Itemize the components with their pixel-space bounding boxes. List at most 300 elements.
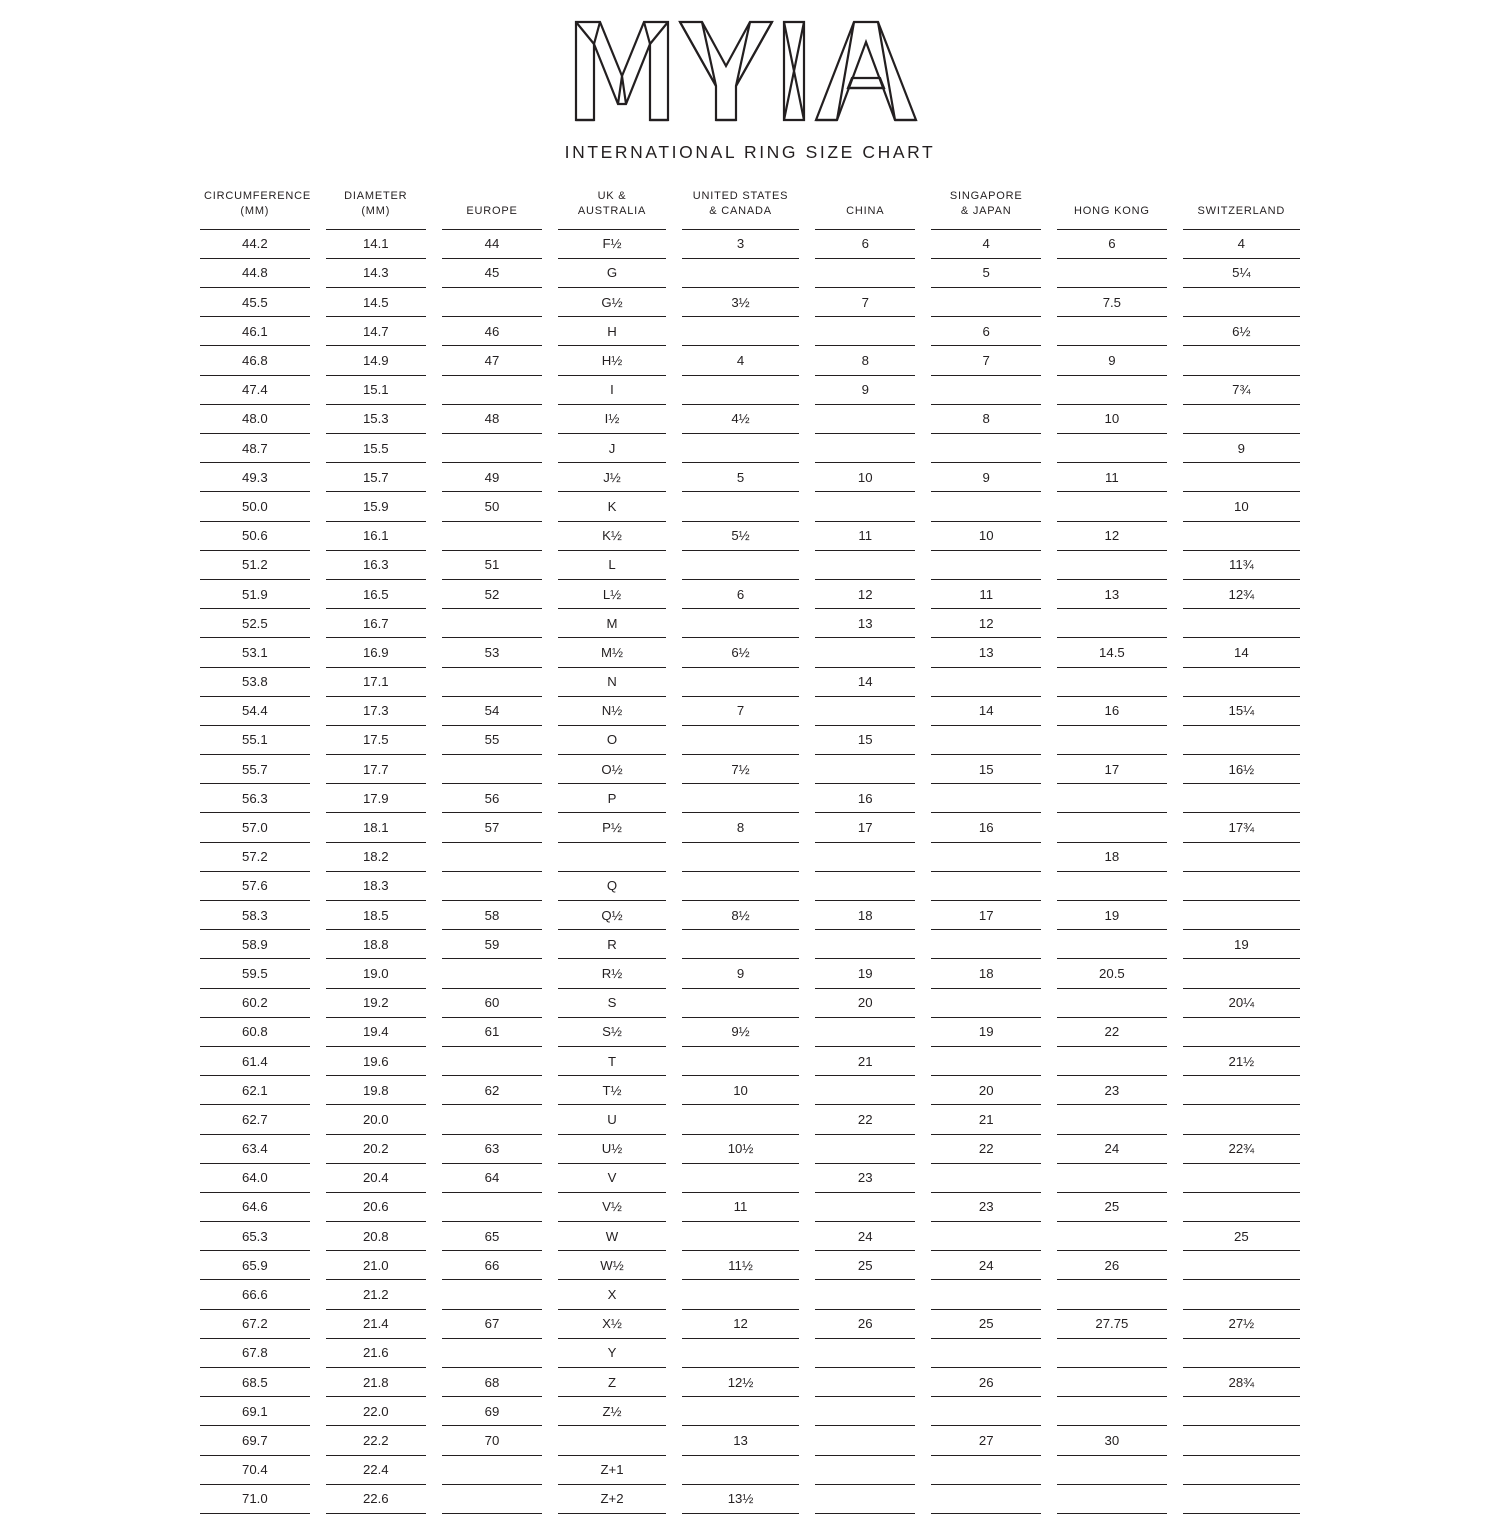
cell-united-states-canada (682, 1338, 799, 1367)
cell-switzerland (1183, 1280, 1300, 1309)
cell-spacer (426, 492, 442, 521)
cell-united-states-canada: 4½ (682, 404, 799, 433)
cell-spacer (542, 521, 558, 550)
cell-singapore-japan: 26 (931, 1368, 1041, 1397)
cell-spacer (542, 229, 558, 258)
cell-singapore-japan (931, 1397, 1041, 1426)
cell-spacer (1167, 755, 1183, 784)
cell-spacer (310, 229, 326, 258)
cell-spacer (1041, 930, 1057, 959)
cell-spacer (1167, 550, 1183, 579)
cell-uk-australia: T½ (558, 1076, 666, 1105)
cell-uk-australia: M½ (558, 638, 666, 667)
cell-china (815, 258, 915, 287)
cell-singapore-japan (931, 784, 1041, 813)
cell-circumference: 59.5 (200, 959, 310, 988)
cell-spacer (666, 550, 682, 579)
cell-spacer (666, 1163, 682, 1192)
table-row (200, 521, 1300, 550)
cell-spacer (426, 288, 442, 317)
cell-spacer (799, 842, 815, 871)
table-row (200, 492, 1300, 521)
cell-china: 21 (815, 1046, 915, 1075)
table-row (200, 404, 1300, 433)
header-line-2: AUSTRALIA (577, 204, 647, 217)
cell-spacer (799, 1017, 815, 1046)
cell-spacer (1167, 1192, 1183, 1221)
cell-spacer (542, 1105, 558, 1134)
cell-spacer (542, 1192, 558, 1221)
cell-china: 16 (815, 784, 915, 813)
cell-uk-australia: L (558, 550, 666, 579)
cell-diameter: 17.5 (326, 725, 426, 754)
cell-diameter: 15.1 (326, 375, 426, 404)
cell-switzerland (1183, 463, 1300, 492)
column-header-circumference (200, 189, 310, 229)
cell-circumference: 50.0 (200, 492, 310, 521)
cell-spacer (310, 1076, 326, 1105)
cell-singapore-japan (931, 667, 1041, 696)
cell-switzerland: 25 (1183, 1222, 1300, 1251)
cell-spacer (426, 1426, 442, 1455)
cell-spacer (915, 930, 931, 959)
cell-spacer (666, 930, 682, 959)
cell-united-states-canada: 3 (682, 229, 799, 258)
cell-spacer (666, 1455, 682, 1484)
cell-europe (442, 521, 542, 550)
cell-spacer (915, 1163, 931, 1192)
cell-spacer (426, 550, 442, 579)
cell-switzerland: 20¼ (1183, 988, 1300, 1017)
cell-singapore-japan (931, 842, 1041, 871)
cell-spacer (1041, 988, 1057, 1017)
cell-spacer (666, 521, 682, 550)
cell-spacer (542, 901, 558, 930)
cell-circumference: 53.1 (200, 638, 310, 667)
cell-spacer (666, 404, 682, 433)
cell-singapore-japan: 8 (931, 404, 1041, 433)
table-row (200, 579, 1300, 608)
cell-spacer (915, 288, 931, 317)
cell-united-states-canada (682, 550, 799, 579)
cell-spacer (1167, 930, 1183, 959)
cell-spacer (799, 959, 815, 988)
cell-hong-kong: 13 (1057, 579, 1167, 608)
header-row (200, 189, 1300, 229)
cell-switzerland (1183, 1076, 1300, 1105)
cell-spacer (666, 696, 682, 725)
cell-switzerland (1183, 1105, 1300, 1134)
cell-spacer (1167, 258, 1183, 287)
cell-switzerland (1183, 842, 1300, 871)
cell-switzerland (1183, 521, 1300, 550)
cell-hong-kong: 9 (1057, 346, 1167, 375)
cell-singapore-japan (931, 1222, 1041, 1251)
cell-spacer (666, 1134, 682, 1163)
table-row (200, 1134, 1300, 1163)
cell-uk-australia: Q½ (558, 901, 666, 930)
cell-spacer (426, 1134, 442, 1163)
cell-singapore-japan (931, 930, 1041, 959)
cell-spacer (915, 1484, 931, 1513)
cell-hong-kong: 26 (1057, 1251, 1167, 1280)
cell-europe: 65 (442, 1222, 542, 1251)
cell-spacer (1041, 550, 1057, 579)
table-row (200, 1105, 1300, 1134)
cell-diameter: 20.6 (326, 1192, 426, 1221)
cell-spacer (666, 1280, 682, 1309)
cell-spacer (1167, 375, 1183, 404)
cell-spacer (310, 755, 326, 784)
cell-spacer (542, 258, 558, 287)
cell-spacer (542, 959, 558, 988)
cell-diameter: 15.9 (326, 492, 426, 521)
cell-spacer (310, 638, 326, 667)
cell-switzerland: 10 (1183, 492, 1300, 521)
cell-spacer (799, 813, 815, 842)
cell-spacer (1167, 463, 1183, 492)
cell-circumference: 55.1 (200, 725, 310, 754)
cell-europe: 70 (442, 1426, 542, 1455)
cell-china: 15 (815, 725, 915, 754)
cell-diameter: 21.6 (326, 1338, 426, 1367)
cell-diameter: 16.1 (326, 521, 426, 550)
cell-uk-australia: Q (558, 871, 666, 900)
cell-spacer (666, 609, 682, 638)
cell-spacer (666, 288, 682, 317)
cell-spacer (666, 959, 682, 988)
cell-china: 25 (815, 1251, 915, 1280)
table-row (200, 229, 1300, 258)
cell-spacer (666, 1076, 682, 1105)
table-row (200, 667, 1300, 696)
cell-china: 18 (815, 901, 915, 930)
table-row (200, 1368, 1300, 1397)
cell-europe (442, 1192, 542, 1221)
cell-spacer (666, 1484, 682, 1513)
cell-uk-australia: Z (558, 1368, 666, 1397)
cell-spacer (1167, 1280, 1183, 1309)
cell-hong-kong (1057, 988, 1167, 1017)
cell-spacer (426, 1455, 442, 1484)
cell-china: 8 (815, 346, 915, 375)
cell-spacer (915, 1251, 931, 1280)
cell-diameter: 22.6 (326, 1484, 426, 1513)
cell-circumference: 62.1 (200, 1076, 310, 1105)
cell-spacer (426, 404, 442, 433)
cell-spacer (310, 288, 326, 317)
cell-china: 17 (815, 813, 915, 842)
cell-switzerland: 21½ (1183, 1046, 1300, 1075)
column-header-diameter (326, 189, 426, 229)
cell-spacer (799, 1163, 815, 1192)
cell-singapore-japan: 10 (931, 521, 1041, 550)
cell-spacer (310, 959, 326, 988)
table-row (200, 375, 1300, 404)
cell-spacer (1167, 1251, 1183, 1280)
cell-hong-kong (1057, 1397, 1167, 1426)
cell-spacer (1167, 667, 1183, 696)
column-header-hong-kong (1057, 189, 1167, 229)
cell-spacer (1167, 492, 1183, 521)
cell-spacer (310, 871, 326, 900)
cell-spacer (666, 1046, 682, 1075)
cell-uk-australia: X (558, 1280, 666, 1309)
cell-spacer (666, 1309, 682, 1338)
cell-diameter: 17.7 (326, 755, 426, 784)
cell-switzerland: 5¼ (1183, 258, 1300, 287)
header-spacer (310, 189, 326, 229)
cell-spacer (1041, 229, 1057, 258)
cell-europe (442, 1338, 542, 1367)
table-row (200, 1017, 1300, 1046)
cell-spacer (666, 1017, 682, 1046)
cell-spacer (426, 667, 442, 696)
cell-europe (442, 1455, 542, 1484)
cell-spacer (666, 375, 682, 404)
cell-china (815, 1017, 915, 1046)
cell-spacer (1167, 1105, 1183, 1134)
cell-spacer (915, 1076, 931, 1105)
cell-hong-kong (1057, 1484, 1167, 1513)
cell-spacer (915, 784, 931, 813)
cell-europe: 52 (442, 579, 542, 608)
cell-switzerland: 16½ (1183, 755, 1300, 784)
cell-spacer (426, 959, 442, 988)
cell-circumference: 61.4 (200, 1046, 310, 1075)
cell-spacer (310, 1426, 326, 1455)
cell-spacer (915, 638, 931, 667)
cell-hong-kong (1057, 258, 1167, 287)
cell-switzerland: 14 (1183, 638, 1300, 667)
cell-spacer (310, 463, 326, 492)
cell-singapore-japan: 17 (931, 901, 1041, 930)
cell-uk-australia: L½ (558, 579, 666, 608)
cell-spacer (426, 1222, 442, 1251)
cell-china (815, 1455, 915, 1484)
cell-spacer (426, 229, 442, 258)
cell-circumference: 58.3 (200, 901, 310, 930)
table-row (200, 901, 1300, 930)
cell-spacer (542, 784, 558, 813)
cell-singapore-japan (931, 988, 1041, 1017)
cell-circumference: 47.4 (200, 375, 310, 404)
cell-europe (442, 434, 542, 463)
table-row (200, 638, 1300, 667)
cell-united-states-canada: 5 (682, 463, 799, 492)
cell-china (815, 1134, 915, 1163)
cell-spacer (915, 959, 931, 988)
cell-spacer (542, 1076, 558, 1105)
cell-diameter: 22.4 (326, 1455, 426, 1484)
cell-spacer (666, 434, 682, 463)
cell-spacer (310, 1134, 326, 1163)
cell-hong-kong: 17 (1057, 755, 1167, 784)
table-row (200, 258, 1300, 287)
cell-spacer (799, 1222, 815, 1251)
cell-europe: 48 (442, 404, 542, 433)
cell-spacer (310, 404, 326, 433)
cell-spacer (542, 871, 558, 900)
cell-spacer (915, 1192, 931, 1221)
cell-spacer (542, 404, 558, 433)
cell-united-states-canada: 11½ (682, 1251, 799, 1280)
cell-spacer (542, 434, 558, 463)
cell-china (815, 1192, 915, 1221)
cell-china: 14 (815, 667, 915, 696)
cell-spacer (666, 725, 682, 754)
cell-spacer (542, 1222, 558, 1251)
cell-europe: 59 (442, 930, 542, 959)
cell-spacer (542, 550, 558, 579)
cell-spacer (799, 1046, 815, 1075)
cell-hong-kong (1057, 375, 1167, 404)
cell-spacer (915, 667, 931, 696)
cell-hong-kong: 19 (1057, 901, 1167, 930)
cell-spacer (542, 609, 558, 638)
cell-united-states-canada (682, 1280, 799, 1309)
table-row (200, 550, 1300, 579)
cell-singapore-japan: 15 (931, 755, 1041, 784)
cell-china (815, 1397, 915, 1426)
cell-diameter: 21.2 (326, 1280, 426, 1309)
cell-spacer (799, 317, 815, 346)
cell-uk-australia: H (558, 317, 666, 346)
cell-spacer (799, 463, 815, 492)
cell-united-states-canada: 4 (682, 346, 799, 375)
cell-uk-australia: O½ (558, 755, 666, 784)
cell-circumference: 52.5 (200, 609, 310, 638)
cell-china: 6 (815, 229, 915, 258)
cell-spacer (542, 667, 558, 696)
cell-spacer (1041, 1455, 1057, 1484)
cell-spacer (1167, 609, 1183, 638)
cell-spacer (1167, 579, 1183, 608)
cell-united-states-canada (682, 492, 799, 521)
cell-europe: 68 (442, 1368, 542, 1397)
cell-switzerland (1183, 1426, 1300, 1455)
cell-switzerland (1183, 609, 1300, 638)
cell-diameter: 17.1 (326, 667, 426, 696)
cell-spacer (666, 784, 682, 813)
cell-diameter: 20.8 (326, 1222, 426, 1251)
cell-spacer (1041, 346, 1057, 375)
cell-switzerland (1183, 1397, 1300, 1426)
cell-spacer (666, 1397, 682, 1426)
cell-europe (442, 1046, 542, 1075)
cell-singapore-japan (931, 1484, 1041, 1513)
cell-europe: 61 (442, 1017, 542, 1046)
cell-spacer (666, 346, 682, 375)
cell-spacer (426, 1046, 442, 1075)
cell-spacer (1041, 842, 1057, 871)
cell-hong-kong (1057, 1222, 1167, 1251)
cell-spacer (799, 1426, 815, 1455)
cell-spacer (915, 579, 931, 608)
cell-united-states-canada (682, 375, 799, 404)
cell-circumference: 57.6 (200, 871, 310, 900)
cell-uk-australia: Z+1 (558, 1455, 666, 1484)
cell-europe: 47 (442, 346, 542, 375)
cell-diameter: 14.7 (326, 317, 426, 346)
cell-europe: 56 (442, 784, 542, 813)
cell-spacer (915, 725, 931, 754)
cell-spacer (426, 1338, 442, 1367)
cell-hong-kong: 22 (1057, 1017, 1167, 1046)
cell-spacer (915, 609, 931, 638)
cell-uk-australia: S½ (558, 1017, 666, 1046)
cell-hong-kong (1057, 1105, 1167, 1134)
cell-spacer (310, 1368, 326, 1397)
table-row (200, 1426, 1300, 1455)
cell-spacer (1167, 317, 1183, 346)
cell-spacer (666, 1368, 682, 1397)
cell-spacer (799, 1338, 815, 1367)
cell-spacer (542, 317, 558, 346)
cell-spacer (1167, 1397, 1183, 1426)
cell-diameter: 15.5 (326, 434, 426, 463)
cell-spacer (310, 725, 326, 754)
cell-spacer (666, 492, 682, 521)
cell-hong-kong: 24 (1057, 1134, 1167, 1163)
header-line-1: SWITZERLAND (1197, 204, 1286, 217)
cell-singapore-japan (931, 434, 1041, 463)
cell-china (815, 638, 915, 667)
cell-spacer (310, 784, 326, 813)
cell-switzerland (1183, 1017, 1300, 1046)
cell-spacer (666, 842, 682, 871)
cell-spacer (310, 346, 326, 375)
cell-circumference: 69.7 (200, 1426, 310, 1455)
cell-switzerland (1183, 784, 1300, 813)
table-body (200, 229, 1300, 1513)
cell-china: 11 (815, 521, 915, 550)
cell-diameter: 14.3 (326, 258, 426, 287)
cell-spacer (426, 638, 442, 667)
cell-switzerland: 28¾ (1183, 1368, 1300, 1397)
cell-spacer (915, 258, 931, 287)
cell-singapore-japan (931, 1163, 1041, 1192)
cell-spacer (542, 1134, 558, 1163)
cell-spacer (1167, 288, 1183, 317)
cell-spacer (799, 1455, 815, 1484)
cell-spacer (1041, 492, 1057, 521)
header-line-1: HONG KONG (1074, 204, 1150, 217)
cell-circumference: 65.9 (200, 1251, 310, 1280)
myia-wordmark-icon (570, 16, 930, 126)
cell-hong-kong (1057, 725, 1167, 754)
cell-spacer (310, 258, 326, 287)
table-header (200, 189, 1300, 229)
cell-europe (442, 375, 542, 404)
cell-spacer (310, 813, 326, 842)
cell-spacer (1041, 1046, 1057, 1075)
cell-spacer (542, 346, 558, 375)
cell-singapore-japan: 5 (931, 258, 1041, 287)
cell-spacer (799, 1368, 815, 1397)
cell-spacer (426, 1309, 442, 1338)
cell-hong-kong (1057, 667, 1167, 696)
cell-spacer (1167, 1455, 1183, 1484)
cell-singapore-japan (931, 1338, 1041, 1367)
cell-spacer (915, 988, 931, 1017)
cell-spacer (426, 1280, 442, 1309)
cell-spacer (1167, 959, 1183, 988)
cell-spacer (915, 346, 931, 375)
cell-diameter: 21.0 (326, 1251, 426, 1280)
cell-spacer (666, 1426, 682, 1455)
cell-spacer (426, 434, 442, 463)
